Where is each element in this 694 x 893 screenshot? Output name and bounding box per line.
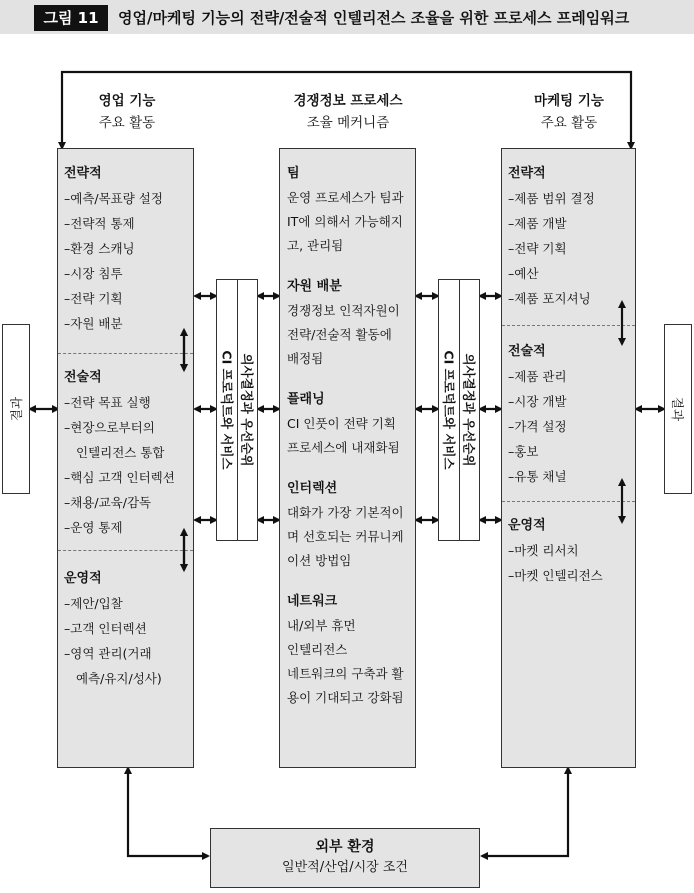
right-result-text: 결과 (670, 396, 685, 422)
sales-operational-item: 예측/유지/성사) (76, 671, 162, 686)
right-result-box (664, 324, 692, 494)
marketing-column-title: 마케팅 기능 (534, 93, 604, 109)
marketing-tactical-item: –가격 설정 (508, 419, 567, 434)
marketing-column-subtitle: 주요 활동 (540, 115, 598, 131)
ci-planning-line: 프로세스에 내재화됨 (287, 440, 400, 455)
marketing-strategic-item: –제품 개발 (508, 216, 567, 231)
left-result-text: 결과 (9, 396, 24, 422)
marketing-strategic-item: –제품 포지셔닝 (508, 291, 591, 306)
ci-network-line: 인텔리전스 (287, 642, 348, 657)
marketing-tactical-title: 전술적 (508, 344, 546, 359)
sales-strategic-item: –예측/목표량 설정 (64, 191, 163, 206)
marketing-strategic-item: –제품 범위 결정 (508, 191, 595, 206)
ci-team-line: 고, 관리됨 (287, 238, 344, 253)
marketing-operational-title: 운영적 (508, 518, 546, 533)
ci-team-title: 팀 (287, 166, 300, 181)
marketing-operational-item: –마켓 인텔리전스 (508, 568, 603, 583)
figure-title: 영업/마케팅 기능의 전략/전술적 인텔리전스 조율을 위한 프로세스 프레임워크 (118, 9, 630, 27)
sales-tactical-item: –전략 목표 실행 (64, 395, 151, 410)
marketing-strategic-title: 전략적 (508, 166, 546, 181)
sales-operational-item: –제안/입찰 (64, 596, 123, 611)
sales-tactical-item: –채용/교육/감독 (64, 495, 152, 510)
external-environment-box (210, 828, 480, 888)
ci-resource-line: 전략/전술적 활동에 (287, 327, 392, 342)
sales-tactical-item: –현장으로부터의 (64, 420, 155, 435)
sales-strategic-item: –전략 기획 (64, 291, 123, 306)
marketing-tactical-item: –시장 개발 (508, 394, 567, 409)
sales-column-title: 영업 기능 (98, 93, 156, 109)
sales-strategic-item: –환경 스캐닝 (64, 241, 135, 256)
environment-subtitle: 일반적/산업/시장 조건 (282, 860, 408, 875)
figure-label: 그림 11 (34, 5, 108, 31)
ci-interaction-line: 이션 방법임 (287, 553, 352, 568)
marketing-operational-item: –마켓 리서치 (508, 543, 579, 558)
sales-column-subtitle: 주요 활동 (98, 115, 156, 131)
sales-operational-title: 운영적 (64, 571, 102, 586)
left-decision-text: 의사결정과 우선순위 (239, 353, 255, 467)
sales-tactical-item: –운영 통제 (64, 520, 123, 535)
ci-network-line: 네트워크의 구축과 활 (287, 666, 404, 681)
ci-team-line: 운영 프로세스가 팀과 (287, 190, 404, 205)
ci-team-line: IT에 의해서 가능해지 (287, 214, 403, 229)
ci-planning-line: CI 인풋이 전략 기획 (287, 416, 396, 431)
ci-network-line: 용이 기대되고 강화됨 (287, 690, 404, 705)
sales-tactical-item: 인텔리전스 통합 (76, 445, 165, 460)
sales-tactical-item: –핵심 고객 인터렉션 (64, 470, 175, 485)
ci-network-line: 내/외부 휴먼 (287, 618, 356, 633)
marketing-tactical-item: –유통 채널 (508, 469, 567, 484)
sales-strategic-item: –시장 침투 (64, 266, 123, 281)
marketing-strategic-item: –예산 (508, 266, 539, 281)
left-result-box (2, 324, 30, 494)
marketing-strategic-item: –전략 기획 (508, 241, 567, 256)
environment-title: 외부 환경 (315, 839, 375, 855)
right-decision-text: 의사결정과 우선순위 (461, 353, 477, 467)
ci-network-title: 네트워크 (287, 594, 338, 609)
ci-interaction-line: 며 선호되는 커뮤니케 (287, 529, 404, 544)
ci-resource-line: 배정됨 (287, 351, 324, 366)
ci-interaction-title: 인터렉션 (287, 481, 338, 496)
ci-column-subtitle: 조율 메커니즘 (306, 115, 390, 131)
marketing-tactical-item: –홍보 (508, 444, 539, 459)
left-result-label (3, 325, 29, 493)
sales-strategic-item: –전략적 통제 (64, 216, 135, 231)
sales-operational-item: –고객 인터렉션 (64, 621, 147, 636)
ci-column-title: 경쟁정보 프로세스 (293, 93, 403, 109)
right-ci-products-text: CI 프로덕트와 서비스 (441, 350, 457, 470)
sales-tactical-title: 전술적 (64, 370, 102, 385)
ci-resource-line: 경쟁정보 인적자원이 (287, 303, 400, 318)
right-result-label (665, 325, 691, 493)
ci-planning-title: 플래닝 (287, 392, 325, 407)
marketing-tactical-item: –제품 관리 (508, 369, 567, 384)
ci-resource-title: 자원 배분 (287, 279, 342, 294)
ci-interaction-line: 대화가 가장 기본적이 (287, 505, 404, 520)
sales-operational-item: –영역 관리(거래 (64, 646, 152, 661)
left-ci-products-text: CI 프로덕트와 서비스 (219, 350, 235, 470)
sales-strategic-title: 전략적 (64, 166, 102, 181)
sales-strategic-item: –자원 배분 (64, 316, 123, 331)
